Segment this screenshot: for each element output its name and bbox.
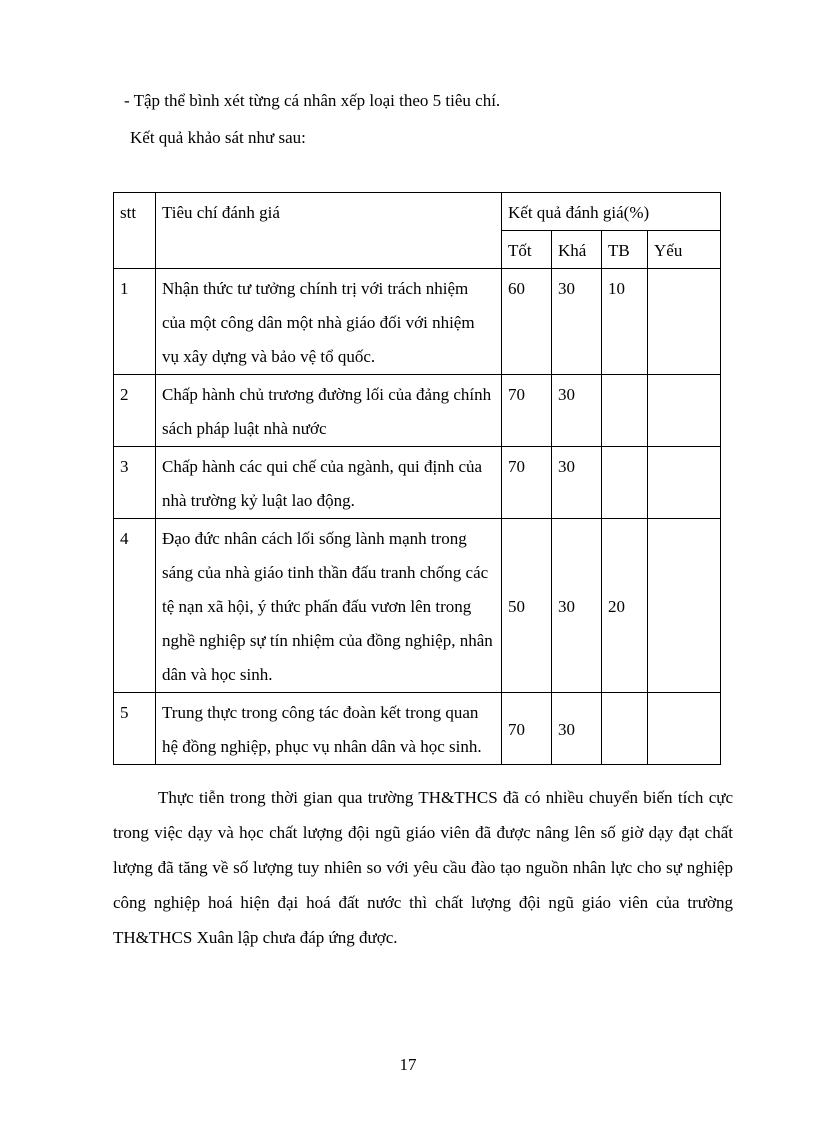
header-grade-yeu: Yếu [648, 231, 721, 269]
value-tot: 50 [502, 519, 552, 693]
value-tb [602, 375, 648, 447]
value-tb [602, 447, 648, 519]
value-yeu [648, 519, 721, 693]
criterion-text: Nhận thức tư tưởng chính trị với trách nhiệm của một công dân một nhà giáo đối với nhiệm vụ xây dựng và bảo vệ tổ quốc. [156, 269, 502, 375]
value-tot: 60 [502, 269, 552, 375]
value-kha: 30 [552, 447, 602, 519]
value-kha: 30 [552, 519, 602, 693]
value-kha: 30 [552, 693, 602, 765]
row-number: 2 [114, 375, 156, 447]
value-tb: 10 [602, 269, 648, 375]
header-stt: stt [114, 193, 156, 269]
value-tb [602, 693, 648, 765]
value-yeu [648, 269, 721, 375]
intro-line-1: - Tập thể bình xét từng cá nhân xếp loại theo 5 tiêu chí. [124, 91, 501, 110]
header-grade-tot: Tốt [502, 231, 552, 269]
value-kha: 30 [552, 269, 602, 375]
header-result: Kết quả đánh giá(%) [502, 193, 721, 231]
table-row [114, 269, 721, 375]
intro-line-2: Kết quả khảo sát như sau: [130, 128, 306, 147]
page-number: 17 [399, 1055, 417, 1074]
header-criteria: Tiêu chí đánh giá [156, 193, 502, 269]
table-row [114, 693, 721, 765]
value-tot: 70 [502, 375, 552, 447]
table-row [114, 375, 721, 447]
criterion-text: Chấp hành các qui chế của ngành, qui định của nhà trường kỷ luật lao động. [156, 447, 502, 519]
evaluation-table [113, 192, 721, 765]
body-paragraph: Thực tiễn trong thời gian qua trường TH&THCS đã có nhiều chuyển biến tích cực trong việc dạy và học chất lượng đội ngũ giáo viên đã được nâng lên số giờ dạy đạt chất lượng đã tăng về số lượng tuy nhiên so với yêu cầu đào tạo nguồn nhân lực cho sự nghiệp công nghiệp hoá hiện đại hoá đất nước thì chất lượng đội ngũ giáo viên của trường TH&THCS Xuân lập chưa đáp ứng được. [113, 788, 733, 947]
row-number: 3 [114, 447, 156, 519]
value-tot: 70 [502, 693, 552, 765]
value-tot: 70 [502, 447, 552, 519]
criterion-text: Trung thực trong công tác đoàn kết trong quan hệ đồng nghiệp, phục vụ nhân dân và học sinh. [156, 693, 502, 765]
row-number: 1 [114, 269, 156, 375]
table-row [114, 519, 721, 693]
header-grade-tb: TB [602, 231, 648, 269]
header-grade-kha: Khá [552, 231, 602, 269]
criterion-text: Đạo đức nhân cách lối sống lành mạnh trong sáng của nhà giáo tinh thần đấu tranh chống các tệ nạn xã hội, ý thức phấn đấu vươn lên trong nghề nghiệp sự tín nhiệm của đồng nghiệp, nhân dân và học sinh. [156, 519, 502, 693]
criterion-text: Chấp hành chủ trương đường lối của đảng chính sách pháp luật nhà nước [156, 375, 502, 447]
value-kha: 30 [552, 375, 602, 447]
table-row [114, 447, 721, 519]
value-yeu [648, 693, 721, 765]
value-yeu [648, 375, 721, 447]
row-number: 4 [114, 519, 156, 693]
value-yeu [648, 447, 721, 519]
table-header-row [114, 193, 721, 231]
value-tb: 20 [602, 519, 648, 693]
row-number: 5 [114, 693, 156, 765]
